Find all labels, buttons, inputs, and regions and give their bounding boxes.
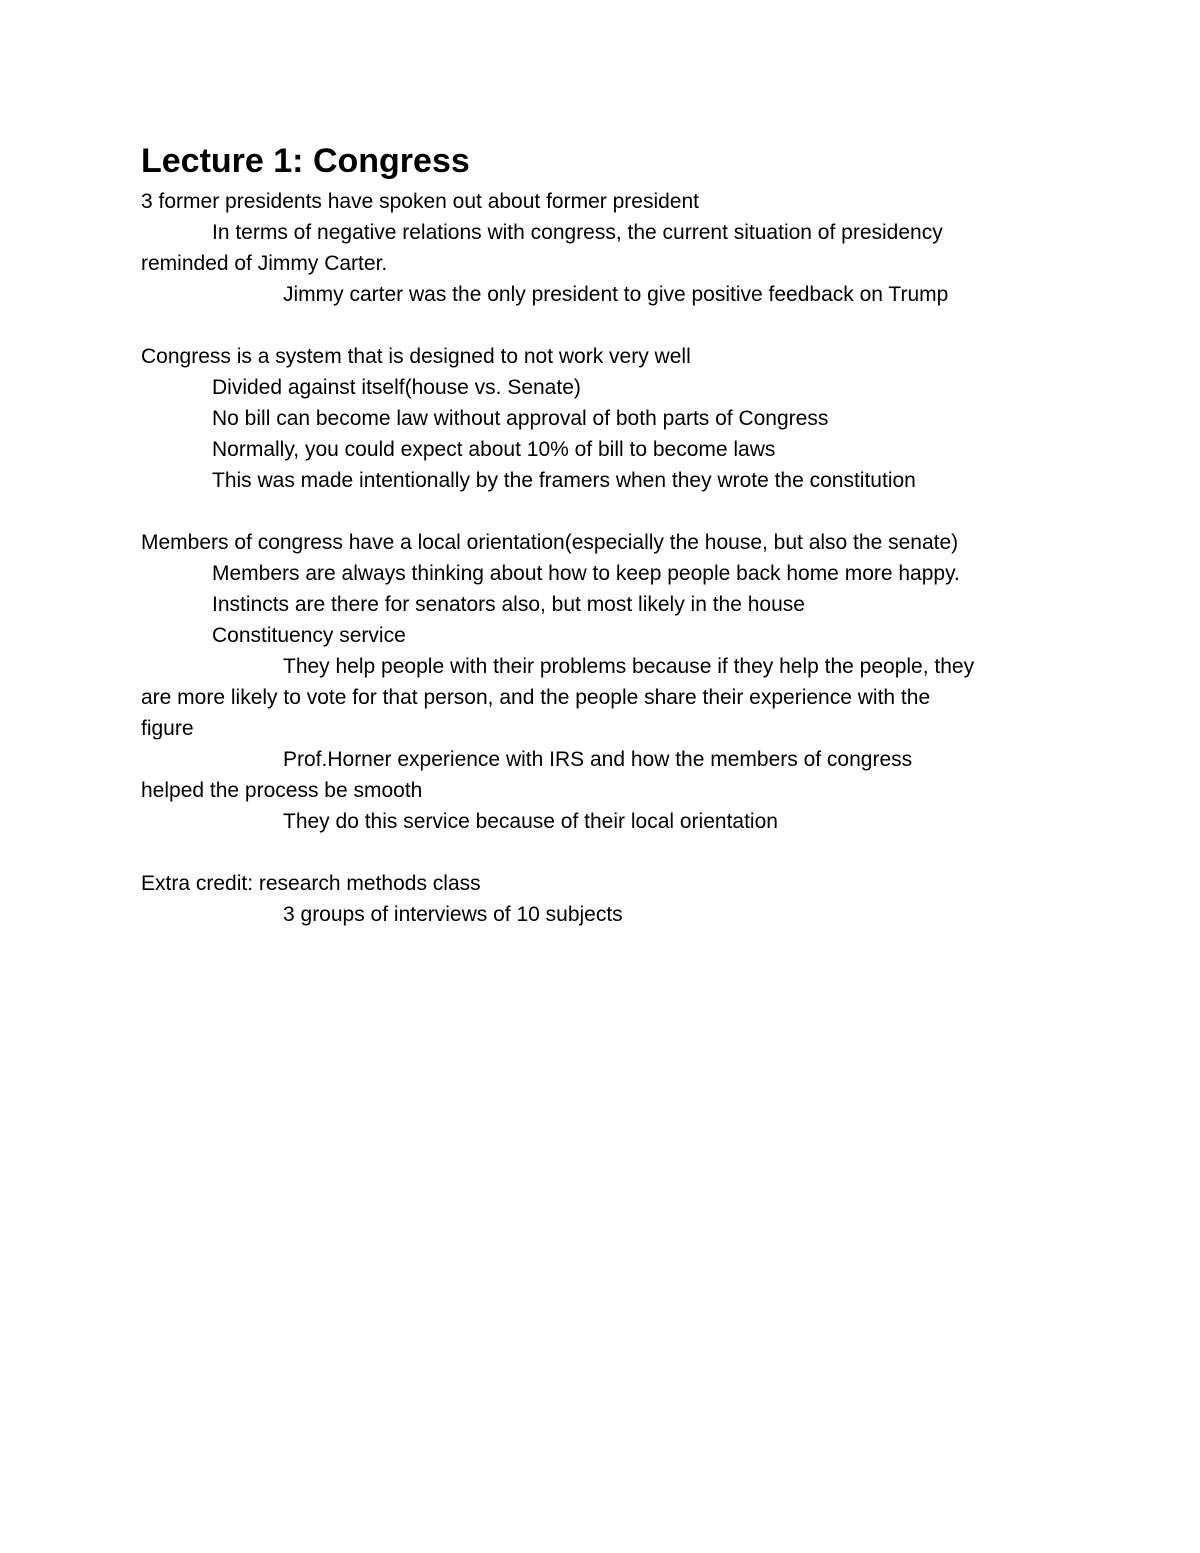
paragraph-line: Divided against itself(house vs. Senate) bbox=[212, 376, 581, 399]
blank-line bbox=[141, 837, 1066, 868]
paragraph-line: Constituency service bbox=[212, 624, 406, 647]
paragraph-line: Normally, you could expect about 10% of bill to become laws bbox=[212, 438, 776, 461]
paragraph-line: 3 former presidents have spoken out about former president bbox=[141, 190, 699, 213]
paragraph-line: They do this service because of their local orientation bbox=[283, 810, 778, 833]
paragraph-line: Prof.Horner experience with IRS and how the members of congress bbox=[283, 748, 913, 771]
paragraph-line: reminded of Jimmy Carter. bbox=[141, 252, 388, 275]
document-title: Lecture 1: Congress bbox=[141, 142, 470, 180]
document-body bbox=[141, 140, 1066, 930]
paragraph-line: They help people with their problems because if they help the people, they bbox=[283, 655, 975, 678]
section-congress-system bbox=[141, 341, 1066, 496]
paragraph-line: figure bbox=[141, 717, 194, 740]
paragraph-line: This was made intentionally by the framers when they wrote the constitution bbox=[212, 469, 916, 492]
paragraph-line: No bill can become law without approval of both parts of Congress bbox=[212, 407, 829, 430]
paragraph-line: Instincts are there for senators also, but most likely in the house bbox=[212, 593, 805, 616]
paragraph-line: In terms of negative relations with congress, the current situation of presidency bbox=[212, 221, 943, 244]
paragraph-line: Extra credit: research methods class bbox=[141, 872, 481, 895]
paragraph-line: helped the process be smooth bbox=[141, 779, 423, 802]
paragraph-line: 3 groups of interviews of 10 subjects bbox=[283, 903, 623, 926]
blank-line bbox=[141, 496, 1066, 527]
paragraph-line: are more likely to vote for that person, and the people share their experience with the bbox=[141, 686, 931, 709]
section-former-presidents bbox=[141, 186, 1066, 310]
paragraph-line: Jimmy carter was the only president to give positive feedback on Trump bbox=[283, 283, 949, 306]
paragraph-line: Members of congress have a local orientation(especially the house, but also the senate) bbox=[141, 531, 959, 554]
section-extra-credit bbox=[141, 868, 1066, 930]
section-local-orientation bbox=[141, 527, 1066, 837]
paragraph-line: Members are always thinking about how to keep people back home more happy. bbox=[212, 562, 960, 585]
paragraph-line: Congress is a system that is designed to not work very well bbox=[141, 345, 691, 368]
blank-line bbox=[141, 310, 1066, 341]
